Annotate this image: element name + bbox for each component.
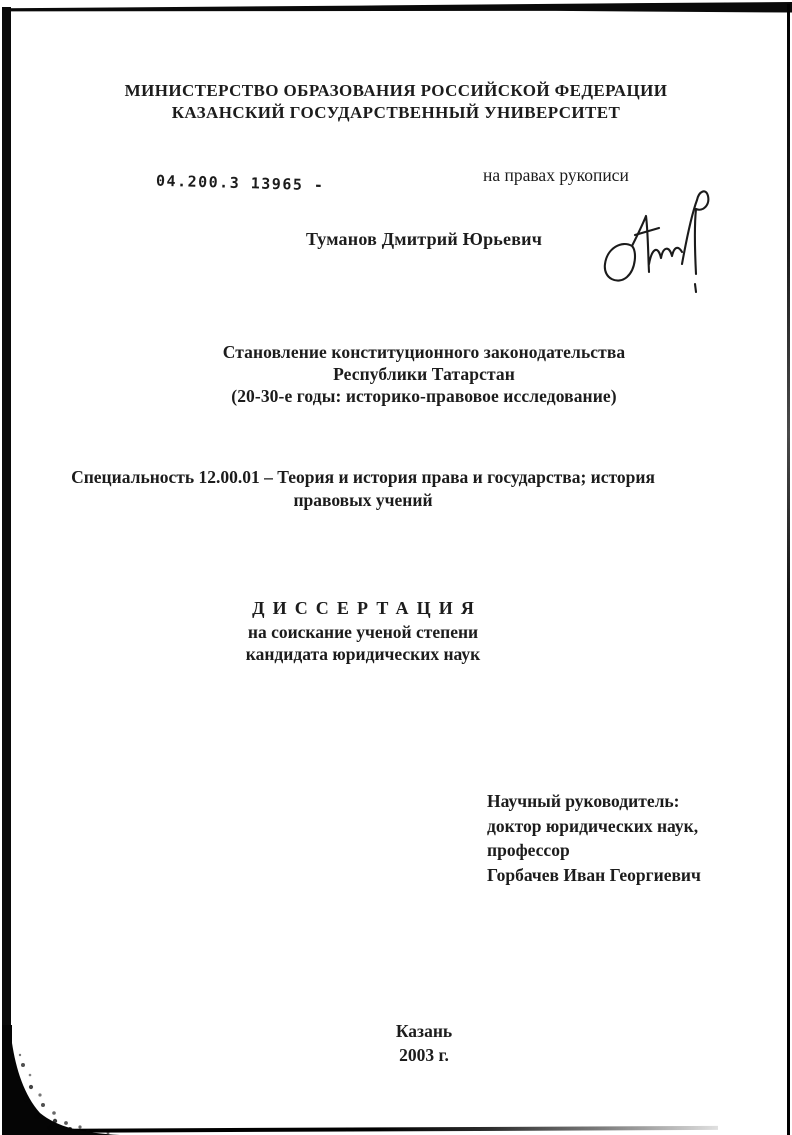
library-stamp-number: 04.200.3 13965 - — [155, 171, 325, 195]
manuscript-rights-note: на правах рукописи — [483, 165, 629, 185]
page-border-left — [2, 7, 11, 1135]
supervisor-name: Горбачев Иван Георгиевич — [487, 864, 701, 885]
title-line-3: (20-30-е годы: историко-правовое исследование) — [231, 386, 617, 406]
author-name: Туманов Дмитрий Юрьевич — [305, 229, 543, 249]
supervisor-rank: профессор — [487, 840, 570, 860]
dissertation-title — [56, 341, 792, 407]
specialty-block — [0, 466, 726, 512]
imprint-block — [56, 1020, 792, 1067]
dissertation-line-2: кандидата юридических наук — [245, 644, 481, 664]
supervisor-degree: доктор юридических наук, — [487, 815, 699, 836]
specialty-line-2: правовых учений — [293, 490, 433, 510]
imprint-year: 2003 г. — [399, 1044, 449, 1065]
dissertation-line-1: на соискание ученой степени — [247, 621, 479, 642]
dissertation-degree-block — [0, 597, 726, 666]
supervisor-block — [487, 789, 701, 887]
university-line: КАЗАНСКИЙ ГОСУДАРСТВЕННЫЙ УНИВЕРСИТЕТ — [171, 102, 621, 122]
title-line-2: Республики Татарстан — [333, 364, 515, 384]
imprint-city: Казань — [395, 1021, 453, 1041]
page-border-right — [787, 4, 790, 1135]
supervisor-label: Научный руководитель: — [487, 791, 680, 811]
ministry-line: МИНИСТЕРСТВО ОБРАЗОВАНИЯ РОССИЙСКОЙ ФЕДЕРАЦИИ — [124, 81, 668, 100]
title-line-1: Становление конституционного законодательства — [222, 342, 626, 362]
signature-image — [598, 184, 718, 296]
specialty-line-1: Специальность 12.00.01 – Теория и история права и государства; история — [71, 467, 655, 487]
page-border-top — [6, 2, 792, 14]
dissertation-heading: ДИССЕРТАЦИЯ — [252, 598, 482, 618]
ministry-header — [0, 80, 792, 123]
